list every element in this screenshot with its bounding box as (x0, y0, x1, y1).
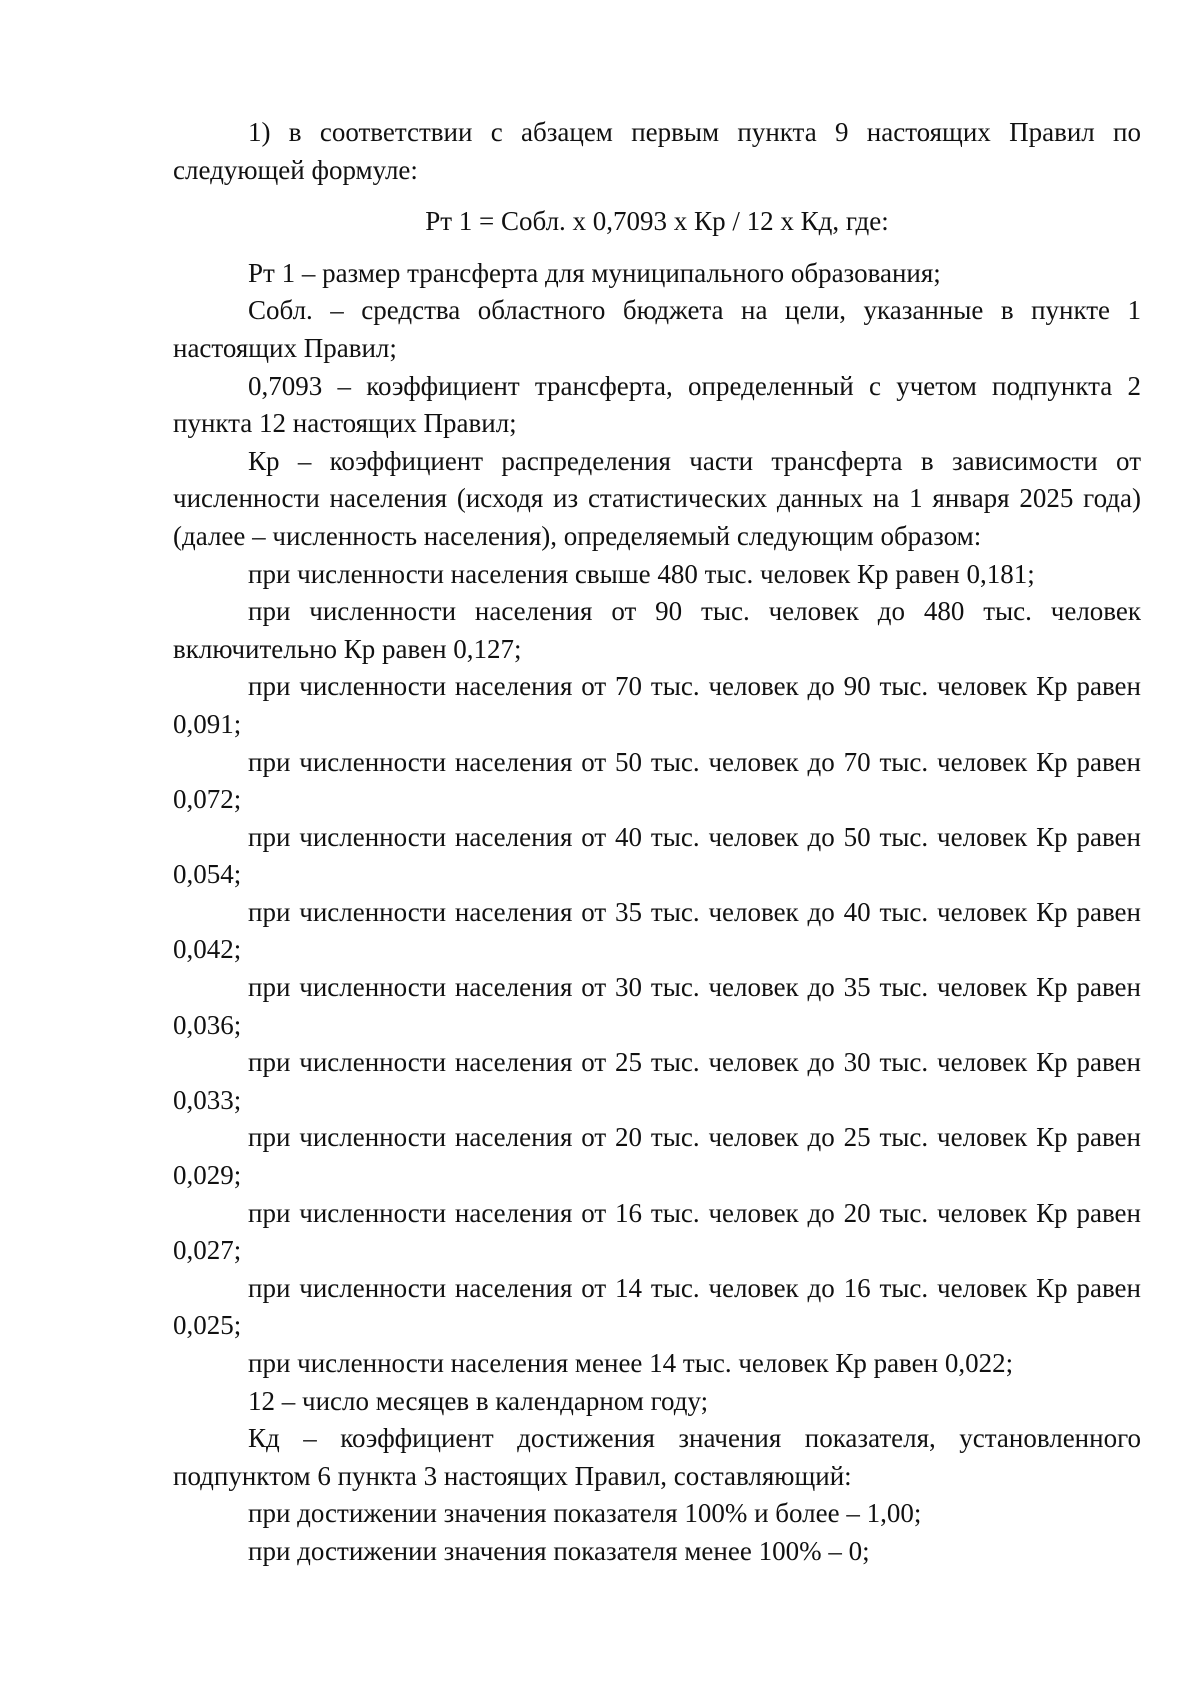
kr-value-item: при численности населения от 50 тыс. человек до 70 тыс. человек Кр равен 0,072; (173, 746, 1141, 815)
document-body (173, 114, 1141, 1571)
kr-value-item: при численности населения от 35 тыс. человек до 40 тыс. человек Кр равен 0,042; (173, 896, 1141, 965)
definition-rt1: Рт 1 – размер трансферта для муниципального образования; (248, 257, 941, 288)
kr-value-item: при численности населения от 40 тыс. человек до 50 тыс. человек Кр равен 0,054; (173, 821, 1141, 890)
definition-sobl: Собл. – средства областного бюджета на цели, указанные в пункте 1 настоящих Правил; (173, 295, 1141, 363)
kd-value-item: при достижении значения показателя менее 100% – 0; (248, 1535, 870, 1566)
definition-months: 12 – число месяцев в календарном году; (248, 1385, 709, 1416)
kr-value-item: при численности населения менее 14 тыс. человек Кр равен 0,022; (248, 1348, 1014, 1378)
kr-value-item: при численности населения от 20 тыс. человек до 25 тыс. человек Кр равен 0,029; (173, 1122, 1141, 1191)
definition-kd: Кд – коэффициент достижения значения показателя, установленного подпунктом 6 пункта 3 настоящих Правил, составляющий: (173, 1423, 1141, 1491)
kd-value-item: при достижении значения показателя 100% и более – 1,00; (248, 1498, 922, 1529)
definition-coefficient: 0,7093 – коэффициент трансферта, определенный с учетом подпункта 2 пункта 12 настоящих Правил; (173, 370, 1141, 439)
kr-value-item: при численности населения от 16 тыс. человек до 20 тыс. человек Кр равен 0,027; (173, 1197, 1141, 1266)
transfer-formula: Рт 1 = Собл. х 0,7093 х Кр / 12 х Кд, где: (425, 206, 889, 237)
kr-value-item: при численности населения от 90 тыс. человек до 480 тыс. человек включительно Кр равен 0,127; (173, 596, 1141, 664)
kr-value-item: при численности населения свыше 480 тыс. человек Кр равен 0,181; (248, 558, 1035, 589)
kr-value-item: при численности населения от 30 тыс. человек до 35 тыс. человек Кр равен 0,036; (173, 972, 1141, 1040)
kr-value-item: при численности населения от 70 тыс. человек до 90 тыс. человек Кр равен 0,091; (173, 671, 1141, 739)
definition-kr: Кр – коэффициент распределения части трансферта в зависимости от численности населения (исходя из статистических данных на 1 января 2025 года) (далее – численность населения), определяемый следующим образом: (173, 445, 1141, 551)
kr-value-item: при численности населения от 25 тыс. человек до 30 тыс. человек Кр равен 0,033; (173, 1047, 1141, 1115)
intro-paragraph: 1) в соответствии с абзацем первым пункта 9 настоящих Правил по следующей формуле: (173, 117, 1141, 185)
kr-value-item: при численности населения от 14 тыс. человек до 16 тыс. человек Кр равен 0,025; (173, 1272, 1141, 1341)
